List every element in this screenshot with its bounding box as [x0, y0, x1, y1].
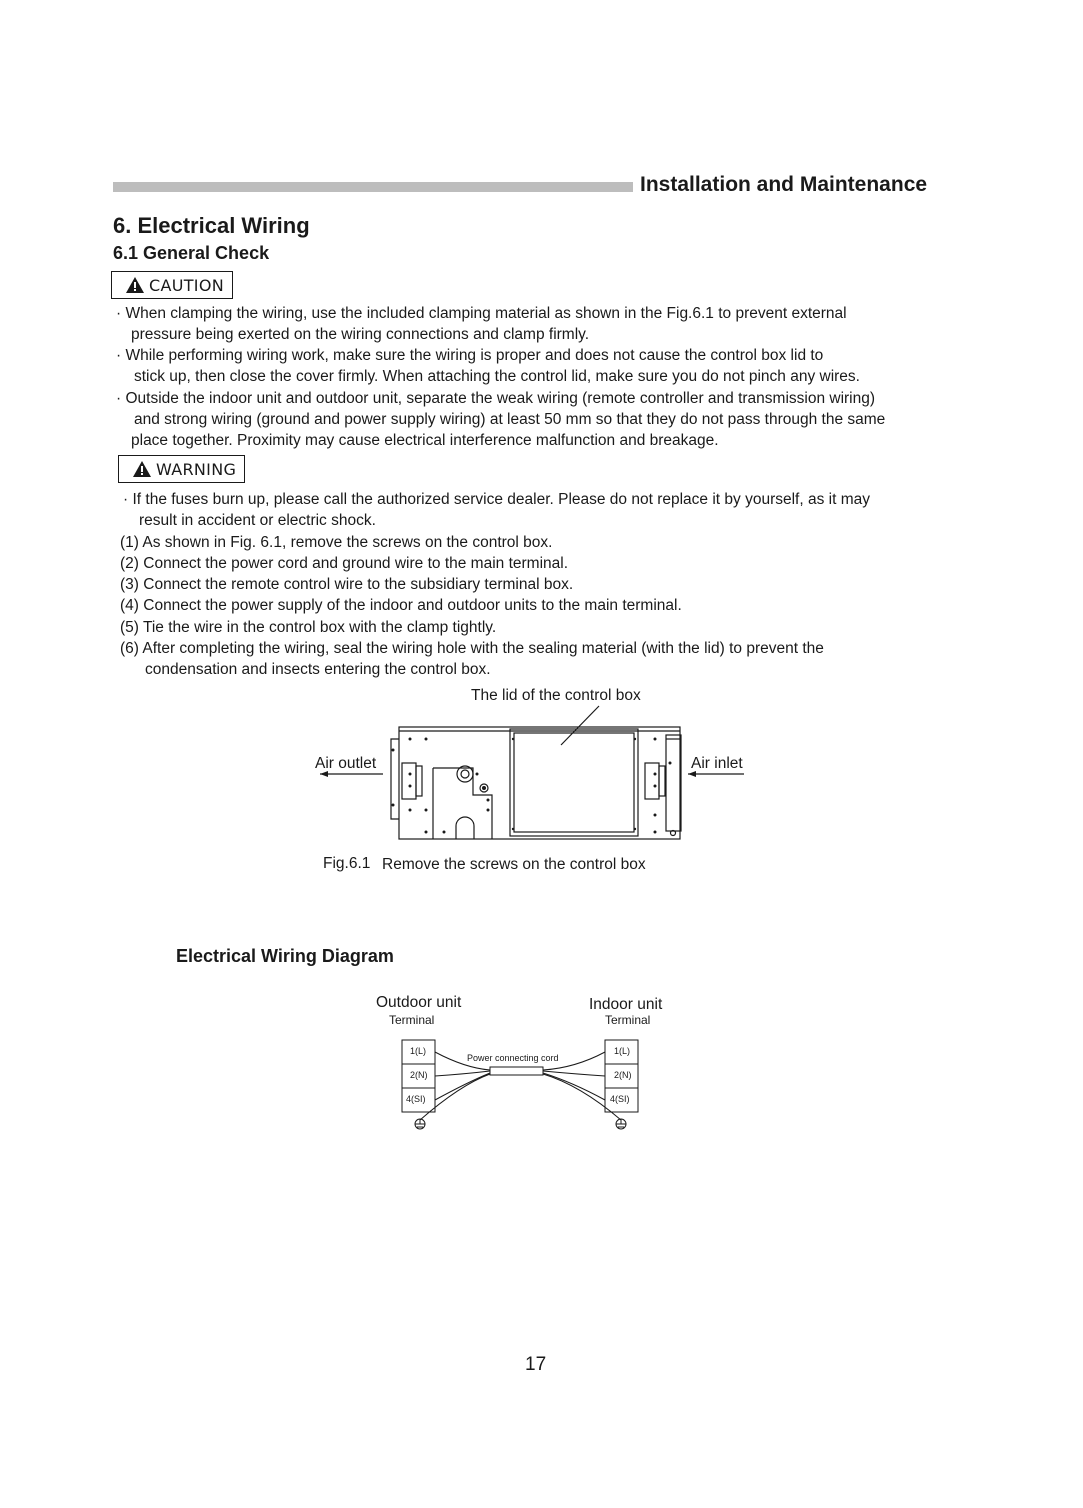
warning-triangle-icon	[126, 277, 144, 293]
indoor-unit-label: Indoor unit	[589, 996, 663, 1013]
caution-line-4: stick up, then close the cover firmly. When attaching the control lid, make sure you do not pinch any wires.	[134, 368, 860, 385]
lid-leader-line	[561, 706, 599, 745]
outdoor-unit-label: Outdoor unit	[376, 994, 462, 1011]
air-outlet-label: Air outlet	[315, 755, 377, 772]
header-title: Installation and Maintenance	[640, 173, 928, 196]
outdoor-terminal-label: Terminal	[389, 1013, 435, 1027]
indoor-terminal-1: 1(L)	[614, 1046, 631, 1056]
caution-label: CAUTION	[149, 275, 224, 295]
warning-line-2: result in accident or electric shock.	[139, 512, 376, 529]
step-1: (1) As shown in Fig. 6.1, remove the screws on the control box.	[120, 534, 553, 551]
warning-line-1: · If the fuses burn up, please call the authorized service dealer. Please do not replace it by yourself, as it may	[123, 491, 870, 508]
step-5: (5) Tie the wire in the control box with the clamp tightly.	[120, 619, 497, 636]
caution-badge	[111, 271, 233, 299]
indoor-terminal-2: 2(N)	[614, 1070, 632, 1080]
outdoor-terminal-2: 2(N)	[410, 1070, 428, 1080]
step-6: (6) After completing the wiring, seal the wiring hole with the sealing material (with the lid) to prevent the	[120, 640, 824, 657]
caution-line-7: place together. Proximity may cause electrical interference malfunction and breakage.	[131, 432, 719, 449]
figure-caption-number: Fig.6.1	[323, 855, 371, 872]
indoor-terminal-4: 4(SI)	[610, 1094, 630, 1104]
caution-line-1: · When clamping the wiring, use the included clamping material as shown in the Fig.6.1 to prevent external	[116, 305, 847, 322]
indoor-terminal-label: Terminal	[605, 1013, 651, 1027]
screw-dots	[320, 738, 696, 834]
outdoor-terminal-1: 1(L)	[410, 1046, 427, 1056]
step-3: (3) Connect the remote control wire to the subsidiary terminal box.	[120, 576, 574, 593]
step-6-continued: condensation and insects entering the control box.	[145, 661, 491, 678]
page-number: 17	[525, 1354, 547, 1375]
warning-triangle-icon	[133, 461, 151, 477]
warning-badge	[118, 455, 245, 483]
section-subtitle: 6.1 General Check	[113, 243, 270, 263]
power-connecting-cord	[490, 1067, 543, 1075]
control-box-lid	[510, 729, 638, 836]
step-4: (4) Connect the power supply of the indoor and outdoor units to the main terminal.	[120, 597, 682, 614]
figure-caption-text: Remove the screws on the control box	[382, 856, 646, 873]
control-box-figure	[300, 700, 770, 850]
lid-label: The lid of the control box	[471, 687, 641, 704]
caution-line-2: pressure being exerted on the wiring connections and clamp firmly.	[131, 326, 590, 343]
header-bar	[113, 182, 633, 192]
caution-line-5: · Outside the indoor unit and outdoor unit, separate the weak wiring (remote controller and transmission wiring)	[116, 390, 876, 407]
wiring-diagram-title: Electrical Wiring Diagram	[176, 946, 394, 966]
air-inlet-label: Air inlet	[691, 755, 743, 772]
caution-line-6: and strong wiring (ground and power supply wiring) at least 50 mm so that they do not pass through the same	[134, 411, 886, 428]
caution-line-3: · While performing wiring work, make sure the wiring is proper and does not cause the control box lid to	[116, 347, 824, 364]
warning-label: WARNING	[156, 459, 237, 479]
section-title: 6. Electrical Wiring	[113, 213, 310, 238]
step-2: (2) Connect the power cord and ground wire to the main terminal.	[120, 555, 569, 572]
cord-label: Power connecting cord	[467, 1053, 559, 1063]
outdoor-terminal-4: 4(SI)	[406, 1094, 426, 1104]
